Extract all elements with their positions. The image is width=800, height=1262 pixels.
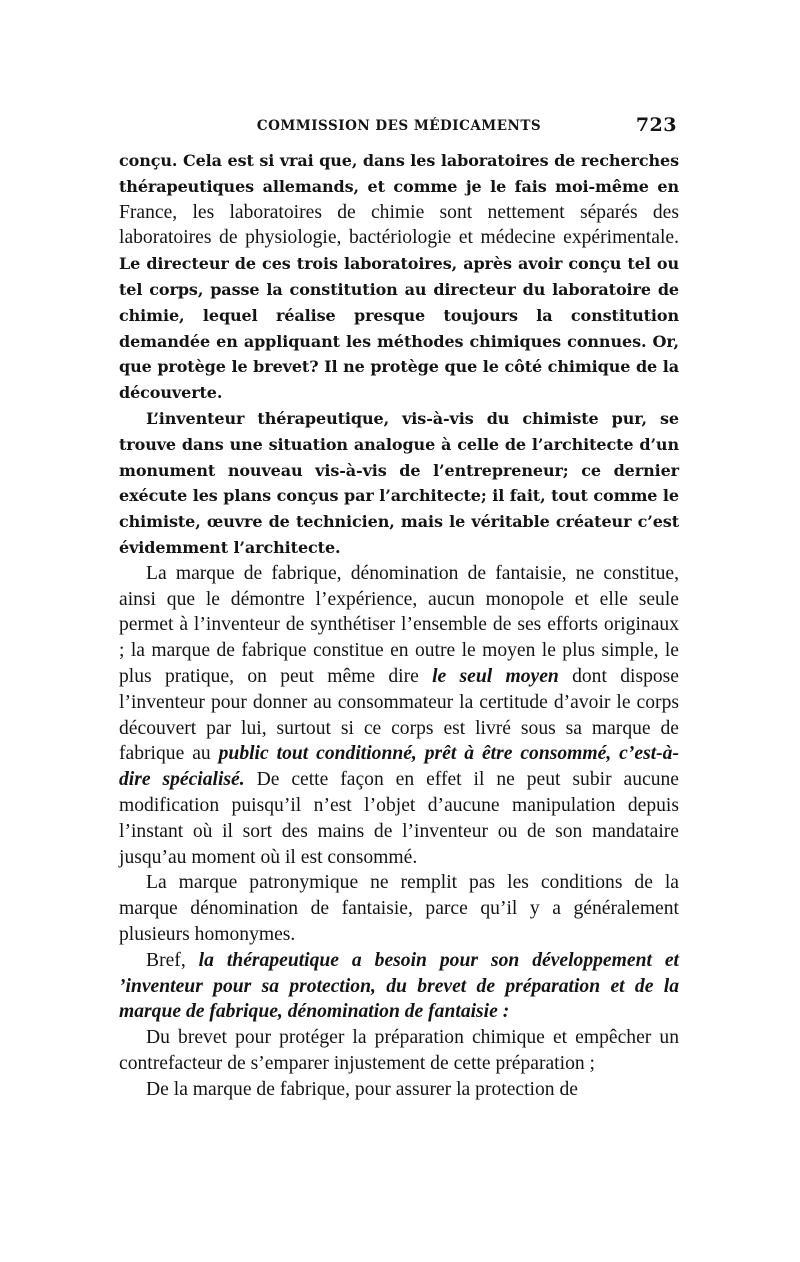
text-run: De cette façon en effet il ne peut subir aucune modification puisqu’il n’est l’objet d’aucune manipulation depuis l’instant où il sort des mains de l’inventeur ou de son mandataire jusqu’au moment où il est consommé. xyxy=(119,769,679,868)
text-run: L’inventeur thérapeutique, vis-à-vis du chimiste pur, se trouve dans une situation analogue à celle de l’architecte d’un monument nouveau vis-à-vis de l’entrepreneur; ce dernier exécute les plans conçus par l’architecte; il fait, tout comme le chimiste, œuvre de technicien, mais le véritable créateur c’est évidemment l’architecte. xyxy=(119,408,679,557)
text-run: La marque de fabrique, dénomination de fantaisie, ne constitue, ainsi que le démontre l’expérience, aucun monopole et elle seule permet à l’inventeur de synthétiser l’ensemble de ses efforts originaux ; la marque de fabrique constitue en outre le moyen le plus simple, le plus pratique, on peut même dire xyxy=(119,562,679,687)
text-run: La marque patronymique ne remplit pas les conditions de la marque dénomination de fantaisie, parce qu’il y a généralement plusieurs homonymes. xyxy=(119,872,679,945)
body-text xyxy=(119,148,679,1102)
text-run: dont dispose l’inventeur pour donner au consommateur la certitude d’avoir le corps découvert par lui, surtout si ce corps est livré sous sa marque de fabrique au xyxy=(119,665,679,765)
text-run: Le directeur de ces trois laboratoires, après avoir conçu tel ou tel corps, passe la constitution au directeur du laboratoire de chimie, lequel réalise presque toujours la constitution demandée en appliquant les méthodes chimiques connues. Or, que protège le brevet? Il ne protège que le côté chimique de la découverte. xyxy=(119,254,679,403)
text-run: Du brevet pour protéger la préparation chimique et empêcher un contrefacteur de s’emparer injustement de cette préparation ; xyxy=(119,1027,679,1074)
paragraph-6 xyxy=(119,1025,679,1077)
paragraph-7 xyxy=(119,1077,679,1103)
book-page xyxy=(119,110,679,1102)
page-number: 723 xyxy=(635,114,677,136)
running-header xyxy=(119,110,679,138)
italic-run: le seul moyen xyxy=(432,665,559,687)
running-title: COMMISSION DES MÉDICAMENTS xyxy=(256,118,542,134)
text-run: Bref, xyxy=(146,949,199,971)
paragraph-5 xyxy=(119,948,679,1025)
italic-run: la thérapeutique a besoin pour son développement et ’inventeur pour sa protection, du brevet de préparation et de la marque de fabrique, dénomination de fantaisie : xyxy=(119,949,679,1023)
text-run: conçu. Cela est si vrai que, dans les laboratoires de recherches thérapeutiques allemands, et comme je le fais moi-même en xyxy=(119,151,679,196)
paragraph-1 xyxy=(119,148,679,406)
paragraph-4 xyxy=(119,870,679,947)
italic-run: public tout conditionné, prêt à être consommé, c’est-à-dire spécialisé. xyxy=(119,743,679,791)
text-run: De la marque de fabrique, pour assurer la protection de xyxy=(146,1078,578,1100)
text-run: France, les laboratoires de chimie sont nettement séparés des laboratoires de physiologie, bactériologie et médecine expérimentale. xyxy=(119,201,679,249)
paragraph-3 xyxy=(119,561,679,871)
paragraph-2 xyxy=(119,406,679,561)
